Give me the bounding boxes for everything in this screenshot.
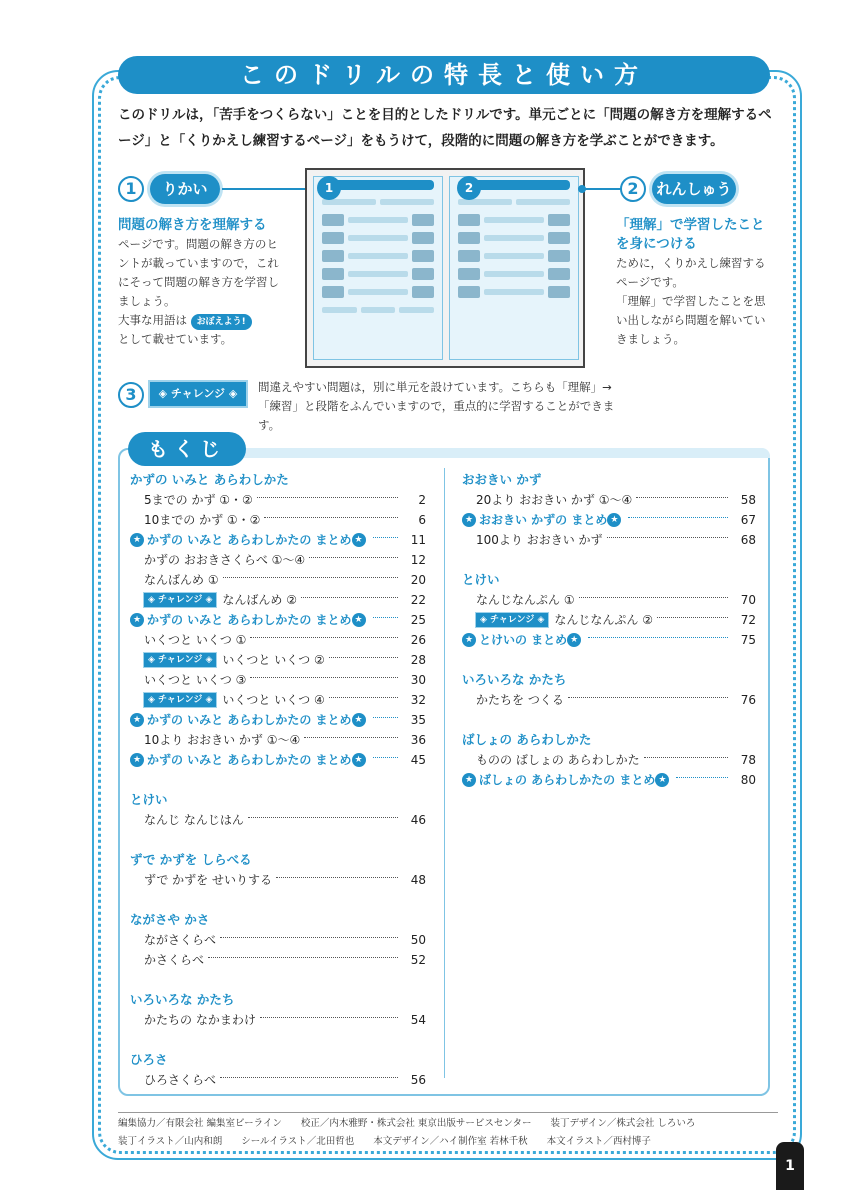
toc-section-title: ひろさ	[130, 1052, 168, 1067]
sample-left-number: 1	[317, 176, 341, 200]
toc-entry	[462, 630, 756, 650]
toc-heading: もくじ	[128, 432, 246, 466]
toc-leader-dots	[373, 717, 398, 718]
toc-entry-page: 75	[740, 633, 756, 647]
toc-entry-title: かたちの なかまわけ	[144, 1013, 256, 1027]
toc-gap	[130, 890, 426, 910]
toc-section-title: ながさや かさ	[130, 912, 210, 927]
toc-entry-page: 2	[418, 493, 426, 507]
toc-entry	[462, 490, 756, 510]
toc-entry-title: ものの ばしょの あらわしかた	[476, 753, 640, 767]
toc-gap	[462, 650, 756, 670]
section-3-number: 3	[118, 382, 144, 408]
toc-gap	[130, 830, 426, 850]
toc-leader-dots	[373, 757, 398, 758]
star-icon: ★	[352, 753, 366, 767]
toc-entry-page: 78	[740, 753, 756, 767]
toc-entry-title: なんばんめ ②	[222, 593, 297, 607]
toc-gap	[462, 710, 756, 730]
toc-entry-title: ずで かずを せいりする	[144, 873, 272, 887]
toc-entry	[130, 930, 426, 950]
leader-line-1	[222, 188, 314, 190]
challenge-icon: ◈ チャレンジ ◈	[144, 653, 216, 667]
star-icon: ★	[607, 513, 621, 527]
toc-right-column	[462, 470, 756, 790]
toc-entry	[130, 590, 426, 610]
toc-entry-title: かさくらべ	[144, 953, 205, 967]
toc-entry	[130, 610, 426, 630]
toc-entry	[462, 770, 756, 790]
toc-section-title: ずで かずを しらべる	[130, 852, 252, 867]
toc-entry-title: ばしょの あらわしかたの まとめ	[479, 773, 656, 787]
toc-entry-page: 12	[410, 553, 426, 567]
note-pre: 大事な用語は	[118, 313, 187, 327]
toc-leader-dots	[304, 737, 398, 738]
section-1-note	[118, 311, 288, 330]
toc-leader-dots	[301, 597, 398, 598]
toc-entry-title: ひろさくらべ	[144, 1073, 217, 1087]
toc-section-title: ばしょの あらわしかた	[462, 732, 592, 747]
toc-entry-page: 56	[410, 1073, 426, 1087]
section-2-body-a: ために，くりかえし練習するページです。	[616, 256, 766, 289]
renshu-badge: れんしゅう	[652, 174, 736, 204]
toc-entry-page: 46	[410, 813, 426, 827]
toc-column-divider	[444, 468, 445, 1078]
toc-entry-page: 45	[410, 753, 426, 767]
toc-gap	[130, 1030, 426, 1050]
toc-leader-dots	[248, 817, 398, 818]
toc-entry-title: かずの いみと あらわしかたの まとめ	[147, 613, 352, 627]
toc-entry-title: いくつと いくつ ④	[222, 693, 325, 707]
toc-entry	[130, 950, 426, 970]
sample-right-number: 2	[457, 176, 481, 200]
toc-leader-dots	[607, 537, 728, 538]
toc-entry	[130, 730, 426, 750]
star-icon: ★	[567, 633, 581, 647]
challenge-icon: ◈ チャレンジ ◈	[144, 593, 216, 607]
toc-section-title: おおきい かず	[462, 472, 542, 487]
toc-section-title: とけい	[130, 792, 168, 807]
toc-entry-title: 10までの かず ①・②	[144, 513, 261, 527]
toc-leader-dots	[220, 937, 398, 938]
oboeyou-tag: おぼえよう!	[191, 314, 252, 330]
toc-entry	[462, 750, 756, 770]
toc-entry-page: 52	[410, 953, 426, 967]
toc-gap	[130, 770, 426, 790]
toc-entry-page: 25	[410, 613, 426, 627]
toc-entry	[130, 530, 426, 550]
toc-section-title: いろいろな かたち	[130, 992, 235, 1007]
toc-entry-page: 6	[418, 513, 426, 527]
toc-entry-title: おおきい かずの まとめ	[479, 513, 608, 527]
toc-leader-dots	[260, 1017, 398, 1018]
toc-entry	[462, 690, 756, 710]
toc-entry-page: 20	[410, 573, 426, 587]
toc-leader-dots	[373, 537, 398, 538]
toc-section-title: いろいろな かたち	[462, 672, 567, 687]
sample-page-left	[313, 176, 443, 360]
toc-entry-page: 58	[740, 493, 756, 507]
toc-entry-title: ながさくらべ	[144, 933, 217, 947]
toc-leader-dots	[250, 637, 398, 638]
toc-entry	[130, 490, 426, 510]
toc-section-title: かずの いみと あらわしかた	[130, 472, 289, 487]
toc-entry-page: 80	[740, 773, 756, 787]
toc-gap	[462, 550, 756, 570]
toc-leader-dots	[644, 757, 728, 758]
toc-entry-page: 76	[740, 693, 756, 707]
section-1-note-post: として載せています。	[118, 332, 233, 346]
leader-line-2	[582, 188, 622, 190]
toc-leader-dots	[628, 517, 728, 518]
toc-entry	[462, 510, 756, 530]
toc-entry-title: かずの いみと あらわしかたの まとめ	[147, 713, 352, 727]
toc-entry	[130, 550, 426, 570]
toc-leader-dots	[250, 677, 398, 678]
star-icon: ★	[130, 753, 144, 767]
toc-entry	[130, 650, 426, 670]
toc-entry	[130, 670, 426, 690]
star-icon: ★	[130, 613, 144, 627]
section-1-text	[118, 216, 288, 349]
toc-leader-dots	[329, 697, 398, 698]
toc-entry-page: 26	[410, 633, 426, 647]
toc-entry	[462, 530, 756, 550]
toc-entry	[130, 690, 426, 710]
star-icon: ★	[352, 533, 366, 547]
star-icon: ★	[462, 773, 476, 787]
toc-entry-title: とけいの まとめ	[479, 633, 568, 647]
toc-entry-page: 28	[410, 653, 426, 667]
sample-page-right	[449, 176, 579, 360]
toc-leader-dots	[223, 577, 398, 578]
toc-leader-dots	[579, 597, 728, 598]
credits-line-1: 編集協力／有限会社 編集室ビーライン 校正／内木雅野・株式会社 東京出版サービスセンター 装丁デザイン／株式会社 しろいろ	[118, 1118, 696, 1129]
toc-entry	[462, 610, 756, 630]
toc-entry-title: 20より おおきい かず ①〜④	[476, 493, 633, 507]
toc-entry-page: 30	[410, 673, 426, 687]
section-2-number: 2	[620, 176, 646, 202]
page-title: このドリルの特長と使い方	[118, 56, 770, 94]
toc-entry-page: 48	[410, 873, 426, 887]
star-icon: ★	[352, 713, 366, 727]
toc-section-title: とけい	[462, 572, 500, 587]
section-3-text: 間違えやすい問題は，別に単元を設けています。こちらも「理解」→「練習」と段階をふんでいますので，重点的に学習することができます。	[258, 380, 615, 432]
toc-entry	[130, 1070, 426, 1090]
toc-entry-title: かずの おおきさくらべ ①〜④	[144, 553, 306, 567]
challenge-icon: ◈ チャレンジ ◈	[144, 693, 216, 707]
toc-entry-page: 54	[410, 1013, 426, 1027]
toc-leader-dots	[329, 657, 398, 658]
toc-leader-dots	[276, 877, 398, 878]
toc-leader-dots	[309, 557, 398, 558]
challenge-badge: ◈ チャレンジ ◈	[150, 382, 246, 406]
toc-entry-page: 22	[410, 593, 426, 607]
toc-entry-title: いくつと いくつ ②	[222, 653, 325, 667]
star-icon: ★	[130, 713, 144, 727]
rikai-badge: りかい	[150, 174, 220, 204]
section-1-heading: 問題の解き方を理解する	[118, 217, 267, 233]
toc-entry-page: 70	[740, 593, 756, 607]
toc-leader-dots	[373, 617, 398, 618]
toc-entry-page: 11	[410, 533, 426, 547]
toc-leader-dots	[588, 637, 728, 638]
toc-entry	[130, 710, 426, 730]
toc-entry-title: 100より おおきい かず	[476, 533, 603, 547]
toc-entry-title: かたちを つくる	[476, 693, 564, 707]
toc-entry	[130, 870, 426, 890]
page-number: 1	[776, 1142, 804, 1190]
toc-entry-page: 35	[410, 713, 426, 727]
toc-leader-dots	[676, 777, 728, 778]
toc-left-column	[130, 470, 426, 1090]
star-icon: ★	[655, 773, 669, 787]
toc-entry	[462, 590, 756, 610]
credits	[118, 1112, 778, 1151]
sample-book-image	[305, 168, 585, 368]
toc-entry-page: 36	[410, 733, 426, 747]
challenge-icon: ◈ チャレンジ ◈	[476, 613, 548, 627]
toc-entry-page: 68	[740, 533, 756, 547]
toc-entry	[130, 1010, 426, 1030]
toc-entry-title: なんじ なんじはん	[144, 813, 244, 827]
toc-entry-title: なんじなんぷん ①	[476, 593, 575, 607]
intro-text: このドリルは，「苦手をつくらない」ことを目的としたドリルです。単元ごとに「問題の解き方を理解するページ」と「くりかえし練習するページ」をもうけて，段階的に問題の解き方を学ぶことができます。	[118, 107, 772, 149]
toc-leader-dots	[568, 697, 728, 698]
star-icon: ★	[352, 613, 366, 627]
toc-entry	[130, 750, 426, 770]
section-1-body: ページです。問題の解き方のヒントが載っていますので，これにそって問題の解き方を学習しましょう。	[118, 237, 279, 308]
section-1-number: 1	[118, 176, 144, 202]
toc-entry	[130, 510, 426, 530]
toc-header-band	[240, 448, 770, 458]
toc-entry-title: いくつと いくつ ③	[144, 673, 247, 687]
star-icon: ★	[462, 513, 476, 527]
toc-gap	[130, 970, 426, 990]
toc-leader-dots	[257, 497, 398, 498]
star-icon: ★	[130, 533, 144, 547]
toc-leader-dots	[220, 1077, 398, 1078]
toc-entry-page: 50	[410, 933, 426, 947]
toc-entry-title: いくつと いくつ ①	[144, 633, 247, 647]
toc-entry-title: なんじなんぷん ②	[554, 613, 653, 627]
toc-entry-title: かずの いみと あらわしかたの まとめ	[147, 533, 352, 547]
toc-entry	[130, 810, 426, 830]
toc-entry-title: 10より おおきい かず ①〜④	[144, 733, 301, 747]
credits-line-2: 装丁イラスト／山内和朗 シールイラスト／北田哲也 本文デザイン／ハイ制作室 若林千秋 本文イラスト／西村博子	[118, 1136, 651, 1147]
section-2-body-b: 「理解」で学習したことを思い出しながら問題を解いていきましょう。	[616, 294, 766, 346]
section-2-heading: 「理解」で学習したことを身につける	[616, 217, 765, 252]
toc-entry	[130, 570, 426, 590]
toc-leader-dots	[636, 497, 728, 498]
toc-entry-page: 32	[410, 693, 426, 707]
toc-leader-dots	[657, 617, 728, 618]
toc-entry-page: 72	[740, 613, 756, 627]
toc-entry-title: かずの いみと あらわしかたの まとめ	[147, 753, 352, 767]
section-2-text	[616, 216, 776, 349]
toc-entry-title: なんばんめ ①	[144, 573, 219, 587]
toc-entry	[130, 630, 426, 650]
star-icon: ★	[462, 633, 476, 647]
toc-leader-dots	[208, 957, 398, 958]
toc-leader-dots	[264, 517, 398, 518]
toc-entry-page: 67	[740, 513, 756, 527]
toc-entry-title: 5までの かず ①・②	[144, 493, 253, 507]
